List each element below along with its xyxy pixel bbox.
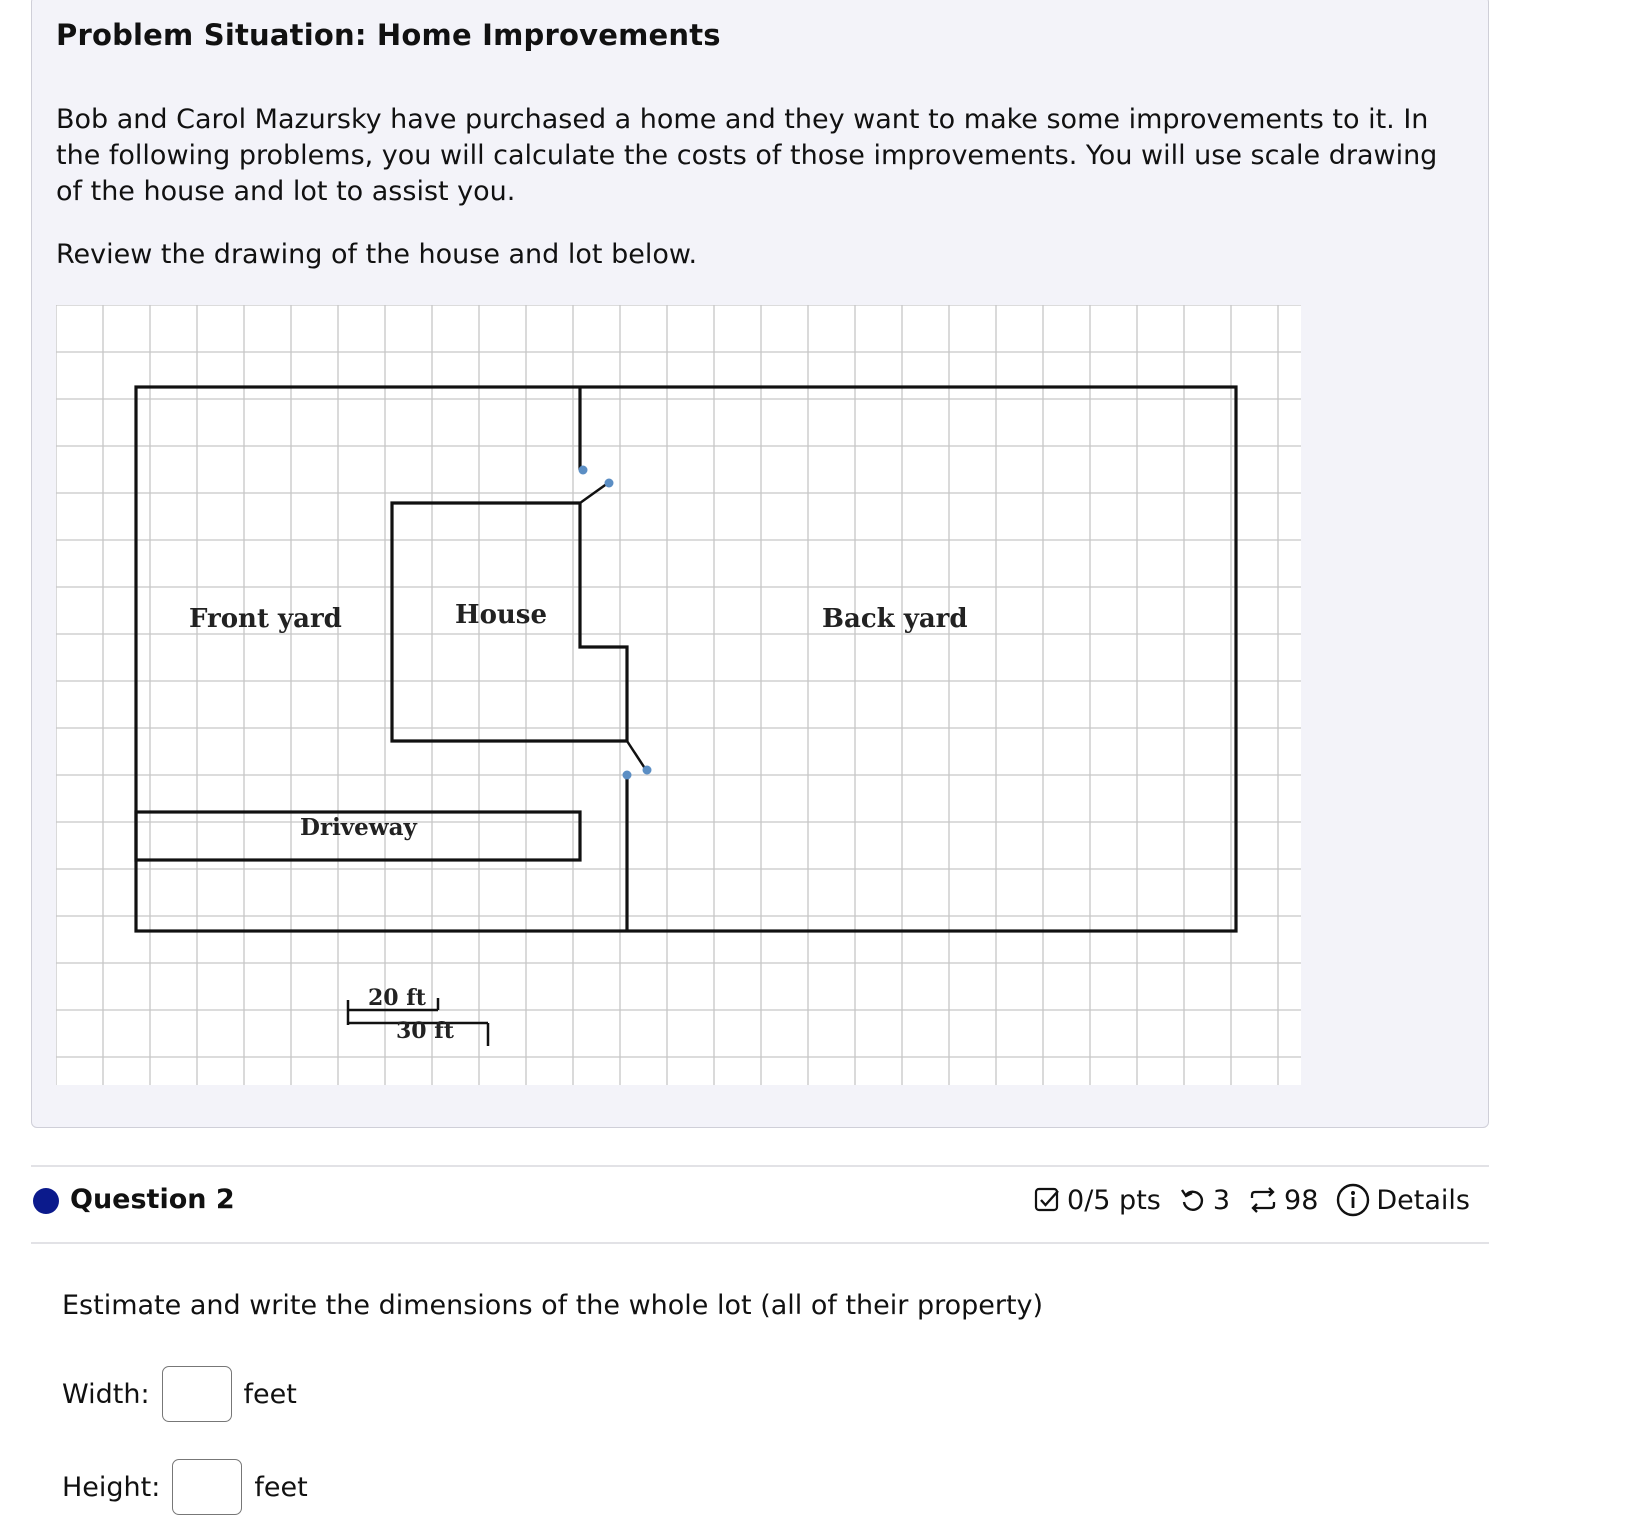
back-yard-label: Back yard [822,604,968,634]
question-title: Question 2 [70,1184,235,1215]
width-answer-row [62,1366,297,1422]
versions-count: 98 [1284,1184,1319,1216]
drawing-background [56,305,1301,1085]
problem-title: Problem Situation: Home Improvements [56,18,721,52]
scale-label-20ft: 20 ft [368,985,426,1011]
height-unit: feet [254,1471,308,1503]
checkbox-icon [1033,1186,1061,1214]
question-divider-top [31,1165,1489,1167]
scale-label-30ft: 30 ft [396,1018,454,1044]
width-label: Width: [62,1378,150,1410]
question-status-dot [33,1188,59,1214]
gate-latch-icon [643,766,652,775]
question-meta [1033,1183,1470,1217]
gate-hinge-icon [623,771,632,780]
points-value: 0/5 pts [1067,1184,1161,1216]
gate-hinge-icon [579,466,588,475]
house-label: House [455,600,547,630]
height-answer-row [62,1459,308,1515]
driveway-label: Driveway [300,814,417,841]
height-input[interactable] [172,1459,242,1515]
gate-latch-icon [605,479,614,488]
problem-review-text: Review the drawing of the house and lot below. [56,239,698,270]
question-divider-bottom [31,1242,1489,1244]
width-input[interactable] [162,1366,232,1422]
versions-repeat-icon [1248,1186,1278,1214]
lot-scale-drawing [56,305,1301,1085]
height-label: Height: [62,1471,161,1503]
width-unit: feet [243,1378,297,1410]
question-text: Estimate and write the dimensions of the whole lot (all of their property) [62,1290,1044,1321]
attempts-count: 3 [1212,1184,1231,1216]
undo-attempts-icon [1179,1186,1207,1214]
info-icon[interactable] [1336,1183,1370,1217]
front-yard-label: Front yard [189,604,342,634]
problem-intro: Bob and Carol Mazursky have purchased a home and they want to make some improvements to it. In the following problems, you will calculate the costs of those improvements. You will use scale drawing of the house and lot to assist you. [56,104,1438,207]
details-link[interactable]: Details [1376,1184,1470,1216]
